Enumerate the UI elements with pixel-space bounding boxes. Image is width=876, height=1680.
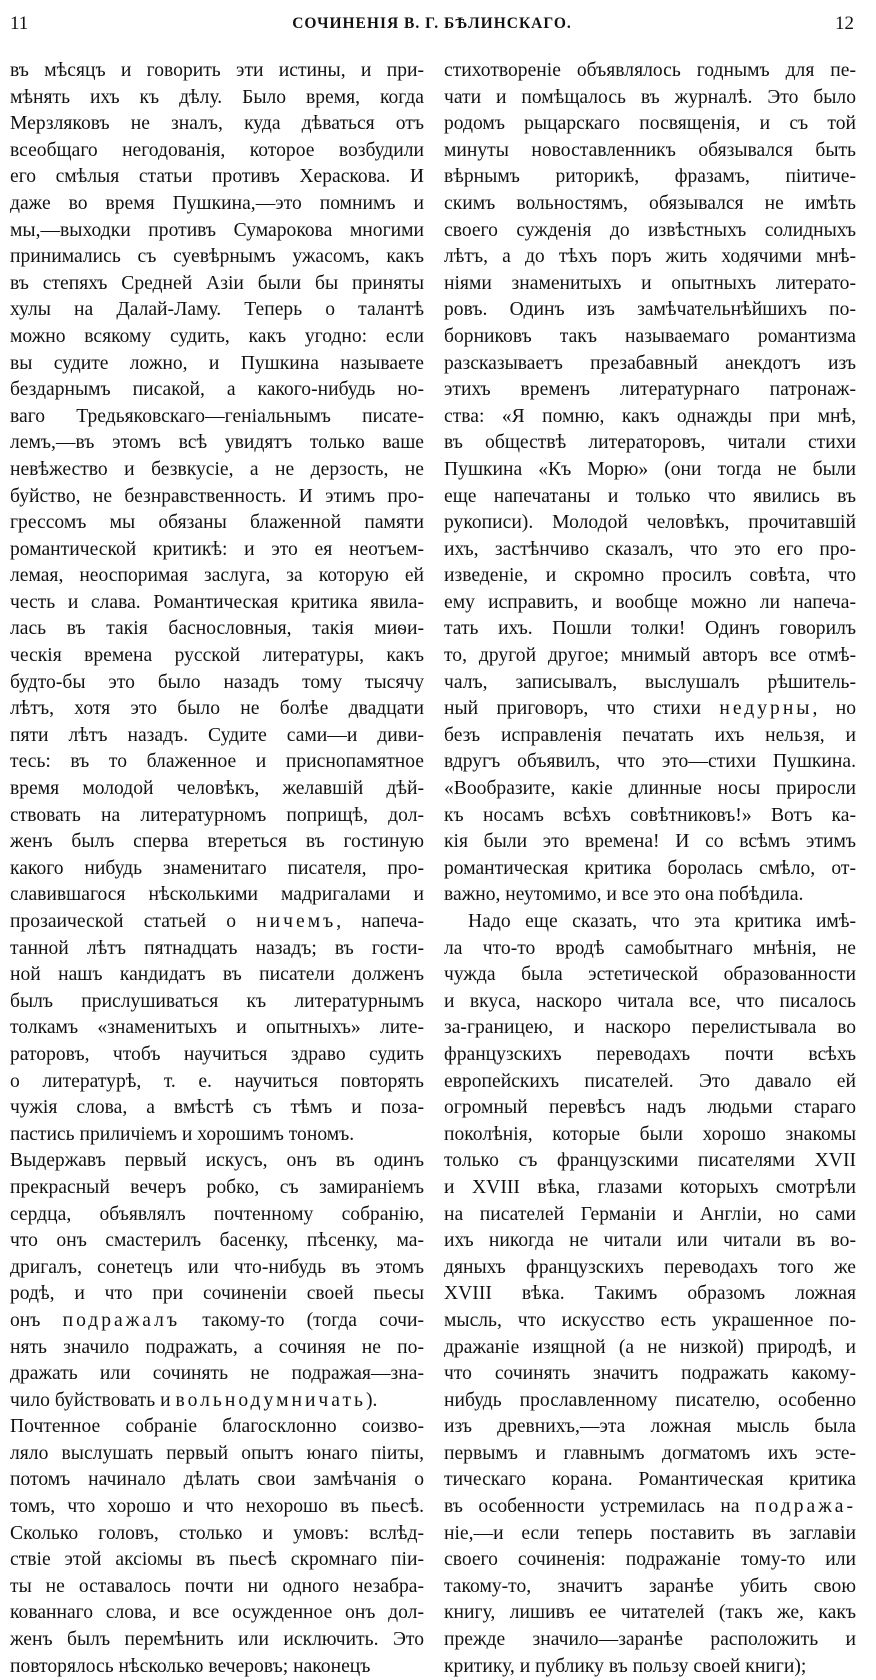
text-line [444, 324, 856, 351]
text-line [10, 1521, 424, 1548]
text-line-content: честь и слава. Романтическая критика явила- [10, 591, 424, 613]
text-line [444, 1414, 856, 1441]
text-line-content: хулы на Далай-Ламу. Теперь о талантѣ [10, 299, 424, 321]
text-line-content: ствовать на литературномъ поприщѣ, дол- [10, 804, 424, 826]
text-line-content: ніями знаменитыхъ и опытныхъ литерато- [444, 272, 856, 294]
text-line-content: родомъ рыцарскаго посвященія, и съ той [444, 113, 856, 135]
text-line [10, 749, 424, 776]
text-line-content: своего сочиненія: подражаніе тому-то или [444, 1549, 856, 1571]
text-line [444, 218, 856, 245]
text-line-content: Сколько головъ, столько и умовъ: вслѣд- [10, 1522, 424, 1544]
text-line [444, 1122, 856, 1149]
text-line-content: дригалъ, сонетецъ или что-нибудь въ этомъ [10, 1256, 424, 1278]
text-line [10, 1042, 424, 1069]
text-line [444, 1335, 856, 1362]
text-line [10, 1467, 424, 1494]
text-line [444, 590, 856, 617]
text-line-content: въ обществѣ литераторовъ, читали стихи [444, 432, 856, 454]
text-line [444, 404, 856, 431]
page-number-right: 12 [835, 13, 854, 34]
text-line [10, 909, 424, 936]
text-line-content: нибудь прославленному писателю, особенно [444, 1389, 856, 1411]
text-line [444, 297, 856, 324]
text-line [10, 989, 424, 1016]
text-line-content: лѣтъ, а до тѣхъ поръ жить ходячими мнѣ- [444, 246, 856, 268]
text-line [444, 1069, 856, 1096]
text-line [10, 670, 424, 697]
text-line [444, 803, 856, 830]
text-line-content: за-границею, и наскоро перелистывала во [444, 1017, 856, 1039]
text-line-tail: , напеча- [336, 911, 424, 932]
text-line-content: буйство, не безнравственность. И этимъ про- [10, 485, 424, 507]
text-line [444, 1627, 856, 1654]
text-line [10, 962, 424, 989]
text-line-content: пастись приличіемъ и хорошимъ тономъ. [10, 1123, 355, 1145]
running-title: СОЧИНЕНІЯ В. Г. БѢЛИНСКАГО. [292, 15, 572, 32]
spaced-emphasis: подражалъ [62, 1309, 181, 1331]
text-line-content: ніе,—и если теперь поставить въ заглавіи [444, 1522, 856, 1544]
text-line-content: Надо еще сказать, что эта критика имѣ- [468, 911, 856, 932]
text-line [444, 164, 856, 191]
text-line-content: лемъ,—въ этомъ всѣ увидятъ только ваше [10, 432, 424, 454]
text-line [10, 484, 424, 511]
text-line-content: бездарнымъ писакой, а какого-нибудь но- [10, 379, 424, 401]
text-line-content: романтической критикѣ: и это ея неотъем- [10, 538, 424, 560]
text-line-content: танной лѣтъ пятнадцать назадъ; въ гости- [10, 937, 424, 959]
text-line-content: въ степяхъ Средней Азіи были бы приняты [10, 272, 424, 294]
text-line-content: принимались съ суевѣрнымъ ужасомъ, какъ [10, 246, 424, 268]
text-line [444, 723, 856, 750]
text-line-content: о литературѣ, т. е. научиться повторять [10, 1070, 424, 1092]
text-line [10, 563, 424, 590]
text-line [10, 696, 424, 723]
text-line [444, 856, 856, 883]
text-line [444, 1042, 856, 1069]
text-line-content: въ мѣсяцъ и говорить эти истины, и при- [10, 60, 424, 81]
text-line [10, 404, 424, 431]
text-line [10, 377, 424, 404]
text-line [10, 1069, 424, 1096]
text-line [444, 776, 856, 803]
text-line-content: борниковъ такъ называемаго романтизма [444, 325, 856, 347]
text-line [444, 696, 856, 723]
text-line [444, 1281, 856, 1308]
text-line [444, 244, 856, 271]
text-line-content: мѣнять ихъ къ дѣлу. Было время, когда [10, 86, 424, 108]
text-line-content: ствіе этой аксіомы въ пьесѣ скромнаго піи- [10, 1549, 424, 1571]
text-line-tail: , но [812, 698, 856, 720]
text-line-content: даже во время Пушкина,—это помнимъ и [10, 192, 424, 214]
text-column-right [444, 58, 856, 1680]
text-line [10, 1414, 424, 1441]
text-line-content: ный приговоръ, что стихи [444, 698, 720, 720]
text-line-content: кованнаго слова, и все осужденное онъ дол- [10, 1602, 424, 1624]
text-line-content: толкамъ «знаменитыхъ и опытныхъ» лите- [10, 1017, 424, 1039]
text-line [444, 670, 856, 697]
text-line [10, 430, 424, 457]
text-line-content: французскихъ переводахъ почти всѣхъ [444, 1043, 856, 1065]
text-line [444, 909, 856, 936]
text-line [10, 1095, 424, 1122]
text-line-content: на писателей Германіи и Англіи, но сами [444, 1203, 856, 1225]
text-line-content: къ носамъ всѣхъ совѣтниковъ!» Вотъ ка- [444, 804, 856, 826]
text-line-content: чужда была эстетической образованности [444, 964, 856, 986]
text-line-content: этихъ временъ литературнаго патронаж- [444, 379, 856, 401]
text-line [10, 457, 424, 484]
text-line-content: Почтенное собраніе благосклонно соизво- [10, 1416, 424, 1438]
text-line [10, 723, 424, 750]
text-line [10, 1255, 424, 1282]
text-line-content: сердца, объявлялъ почтенному собранію, [10, 1203, 424, 1225]
text-line-content: огромный перевѣсъ надъ людьми стараго [444, 1097, 856, 1119]
text-line-content: и вкуса, наскоро читала все, что писалось [444, 990, 856, 1012]
text-line [10, 1281, 424, 1308]
text-line [444, 829, 856, 856]
text-line [10, 1547, 424, 1574]
text-line [10, 218, 424, 245]
text-line-content: своего сужденія до извѣстныхъ солидныхъ [444, 219, 856, 241]
text-line-content: только съ французскими писателями XVII [444, 1150, 856, 1172]
text-line-content: потомъ начинало дѣлать свои замѣчанія о [10, 1469, 424, 1491]
text-line-content: и XVIII вѣка, глазами которыхъ смотрѣли [444, 1176, 856, 1198]
text-line-content: лемая, неоспоримая заслуга, за которую ей [10, 565, 424, 587]
text-line-content: лась въ такія баснословныя, такія миѳи- [10, 618, 424, 640]
text-line-content: женъ былъ сперва втереться въ гостиную [10, 831, 424, 853]
text-line [10, 1308, 424, 1335]
text-line [10, 537, 424, 564]
text-line [444, 457, 856, 484]
text-line [10, 1388, 424, 1415]
text-line-content: грессомъ мы обязаны блаженной памяти [10, 512, 424, 534]
text-line [10, 1441, 424, 1468]
text-line [444, 1600, 856, 1627]
text-line [444, 616, 856, 643]
text-line-tail: такому-то (тогда сочи- [180, 1309, 424, 1331]
text-line [10, 191, 424, 218]
text-line-content: время молодой человѣкъ, желавшій дѣй- [10, 778, 424, 800]
text-line-content: изъ древнихъ,—эта ложная мысль была [444, 1416, 856, 1438]
text-line [444, 936, 856, 963]
text-line-content: что сочинять значитъ подражать какому- [444, 1363, 856, 1385]
spaced-emphasis: вольнодумничать [175, 1389, 366, 1411]
text-line [444, 1388, 856, 1415]
text-line [444, 989, 856, 1016]
text-line-content: минуты новоставленникъ обязывался быть [444, 139, 856, 161]
text-line-content: въ особенности устремилась на [444, 1496, 756, 1518]
text-line-content: вы судите ложно, и Пушкина называете [10, 352, 424, 374]
text-line-content: всеобщаго негодованія, которое возбудили [10, 139, 424, 161]
text-line-content: изведеніе, и скромно просилъ совѣта, что [444, 565, 856, 587]
text-line [10, 1015, 424, 1042]
text-line [444, 271, 856, 298]
text-line-content: можно всякому судить, какъ угодно: если [10, 325, 424, 347]
text-line-content: скимъ вольностямъ, обязывался не имѣть [444, 192, 856, 214]
text-line [444, 1521, 856, 1548]
text-line [444, 1574, 856, 1601]
text-line [444, 563, 856, 590]
text-line [444, 1361, 856, 1388]
page-number-left: 11 [10, 13, 29, 34]
text-line [444, 1095, 856, 1122]
text-line-content: ной нашъ кандидатъ въ писатели долженъ [10, 964, 424, 986]
text-line-content: прекрасный вечеръ робко, съ замираніемъ [10, 1176, 424, 1198]
text-line-content: ихъ никогда не читали или читали въ во- [444, 1230, 856, 1252]
text-line [10, 1574, 424, 1601]
spaced-emphasis: подража- [755, 1496, 856, 1518]
text-line [10, 1202, 424, 1229]
text-line-content: невѣжество и безвкусіе, а не дерзость, не [10, 458, 424, 480]
text-line [10, 244, 424, 271]
text-line-content: рукописи). Молодой человѣкъ, прочитавшій [444, 512, 856, 534]
text-line-content: такому-то, значитъ заранѣе убить свою [444, 1575, 856, 1597]
text-line [444, 1308, 856, 1335]
text-line [444, 510, 856, 537]
text-line-content: родѣ, и что при сочиненіи своей пьесы [10, 1283, 424, 1305]
spaced-emphasis: недурны [719, 698, 813, 720]
text-line [444, 749, 856, 776]
text-line-content: чило буйствовать и [10, 1389, 176, 1411]
text-line-content: онъ [10, 1309, 63, 1331]
text-line [10, 85, 424, 112]
spaced-emphasis: ничемъ [256, 911, 337, 932]
text-line-content: критику, и публику въ пользу своей книги); [444, 1655, 807, 1677]
text-line [444, 882, 856, 909]
text-line [444, 1654, 856, 1680]
text-line [10, 324, 424, 351]
text-line-content: вдругъ объявилъ, что это—стихи Пушкина. [444, 751, 856, 773]
text-line-content: прозаической статьей о [10, 911, 257, 932]
text-line-content: мы,—выходки противъ Сумарокова многими [10, 219, 424, 241]
text-line [10, 1654, 424, 1680]
text-line-content: стихотвореніе объявлялось годнымъ для пе- [444, 60, 856, 81]
text-line [10, 616, 424, 643]
text-line [10, 1494, 424, 1521]
text-line-content: «Вообразите, какіе длинные носы приросли [444, 778, 856, 800]
text-line-content: книгу, лишивъ ее читателей (такъ же, какъ [444, 1602, 856, 1624]
text-line [444, 138, 856, 165]
text-line-content: славившагося нѣсколькими мадригалами и [10, 884, 424, 906]
text-line-content: ла что-то вродѣ самобытнаго мнѣнія, не [444, 937, 856, 959]
text-line-content: какого нибудь знаменитаго писателя, про- [10, 857, 424, 879]
text-line [10, 856, 424, 883]
text-line [10, 936, 424, 963]
text-line [10, 882, 424, 909]
text-line [10, 643, 424, 670]
text-line [10, 1148, 424, 1175]
text-line-content: первымъ и главнымъ догматомъ ихъ эсте- [444, 1442, 856, 1464]
text-line [444, 1175, 856, 1202]
text-line [10, 297, 424, 324]
text-line-tail: ). [365, 1389, 378, 1411]
text-line [444, 1015, 856, 1042]
text-line-content: тесь: въ то блаженное и приснопамятное [10, 751, 424, 773]
text-column-left [10, 58, 424, 1680]
text-line [444, 962, 856, 989]
text-line [444, 111, 856, 138]
text-line [10, 1361, 424, 1388]
text-line [10, 803, 424, 830]
text-line-content: пяти лѣтъ назадъ. Судите сами—и диви- [10, 724, 424, 746]
text-line [444, 1202, 856, 1229]
text-line [444, 85, 856, 112]
text-line-content: то, другой другое; мнимый авторъ все отмѣ- [444, 645, 856, 667]
text-line-content: Выдержавъ первый искусъ, онъ въ одинъ [10, 1150, 424, 1172]
text-line-content: тическаго корана. Романтическая критика [444, 1469, 856, 1491]
text-line-content: Мерзляковъ не зналъ, куда дѣваться отъ [10, 113, 424, 135]
text-line [10, 829, 424, 856]
text-line-content: поколѣнія, которые были хорошо знакомы [444, 1123, 856, 1145]
text-line-content: еще напечатаны и только что явились въ [444, 485, 856, 507]
text-line-content: ства: «Я помню, какъ однажды при мнѣ, [444, 405, 856, 427]
text-line-content: его смѣлыя статьи противъ Хераскова. И [10, 166, 424, 188]
text-line-content: европейскихъ писателей. Это давало ей [444, 1070, 856, 1092]
text-line [10, 590, 424, 617]
page-header [10, 8, 854, 40]
text-line-content: будто-бы это было назадъ тому тысячу [10, 671, 424, 693]
text-line [10, 1627, 424, 1654]
text-line-content: безъ исправленія печатать ихъ нельзя, и [444, 724, 856, 746]
text-line-content: лѣтъ, хотя это было не болѣе двадцати [10, 698, 424, 720]
text-line [444, 430, 856, 457]
text-line-content: романтическая критика боролась смѣло, от- [444, 857, 856, 879]
text-line [10, 164, 424, 191]
text-line [10, 111, 424, 138]
text-line-content: дражаніе изящной (а не низкой) природѣ, и [444, 1336, 856, 1358]
text-line [10, 776, 424, 803]
text-line-content: дражать или сочинять не подражая—зна- [10, 1363, 424, 1385]
text-line-content: ческія времена русской литературы, какъ [10, 645, 424, 667]
text-line [444, 643, 856, 670]
text-line [10, 271, 424, 298]
text-line-content: разсказываетъ презабавный анекдотъ изъ [444, 352, 856, 374]
text-line [10, 1228, 424, 1255]
text-line-content: женъ былъ перемѣнить или исключить. Это [10, 1629, 424, 1651]
text-line [10, 1175, 424, 1202]
text-line-content: важно, неутомимо, и все это она побѣдила. [444, 884, 804, 906]
text-line [444, 351, 856, 378]
text-line [10, 351, 424, 378]
text-line [10, 58, 424, 85]
text-line [444, 1148, 856, 1175]
text-line-content: мысль, что искусство есть украшенное по- [444, 1309, 856, 1331]
text-line [444, 1255, 856, 1282]
text-line [444, 377, 856, 404]
text-line-content: прежде значило—заранѣе расположить и [444, 1629, 856, 1651]
text-line-content: нять значило подражать, а сочиняя не по- [10, 1336, 424, 1358]
text-line [444, 1494, 856, 1521]
text-line [444, 1467, 856, 1494]
text-line-content: дяныхъ французскихъ переводахъ того же [444, 1256, 856, 1278]
text-line [444, 537, 856, 564]
text-line-content: ты не оставалось почти ни одного незабра- [10, 1575, 424, 1597]
text-line [444, 191, 856, 218]
text-line-content: ихъ, застѣнчиво сказалъ, что это его про- [444, 538, 856, 560]
text-line-content: повторялось нѣсколько вечеровъ; наконецъ [10, 1655, 371, 1677]
text-line-content: раторовъ, чтобъ научиться здраво судить [10, 1043, 424, 1065]
text-line-content: тать ихъ. Пошли толки! Одинъ говорилъ [444, 618, 856, 640]
text-line [444, 1547, 856, 1574]
text-line-content: Пушкина «Къ Морю» (они тогда не были [444, 458, 856, 480]
text-line [10, 1600, 424, 1627]
text-line [444, 58, 856, 85]
text-line-content: ровъ. Одинъ изъ замѣчательнѣйшихъ по- [444, 299, 856, 321]
text-line [10, 1335, 424, 1362]
text-line [444, 1441, 856, 1468]
text-line-content: былъ прислушиваться къ литературнымъ [10, 990, 424, 1012]
text-line [10, 510, 424, 537]
text-line [444, 1228, 856, 1255]
text-line-content: что онъ смастерилъ басенку, пѣсенку, ма- [10, 1230, 424, 1252]
text-line-content: чати и помѣщалось въ журналѣ. Это было [444, 86, 856, 108]
text-line-content: ваго Тредьяковскаго—геніальнымъ писате- [10, 405, 424, 427]
text-line-content: томъ, что хорошо и что нехорошо въ пьесѣ. [10, 1496, 424, 1518]
text-line-content: XVIII вѣка. Такимъ образомъ ложная [444, 1283, 856, 1305]
text-line-content: чужія слова, а вмѣстѣ съ тѣмъ и поза- [10, 1097, 424, 1119]
text-line [444, 484, 856, 511]
text-line-content: кія были это времена! И со всѣмъ этимъ [444, 831, 856, 853]
text-line-content: вѣрнымъ риторикѣ, фразамъ, піитиче- [444, 166, 856, 188]
text-line-content: ему исправить, и вообще можно ли напеча- [444, 591, 856, 613]
text-line [10, 138, 424, 165]
text-line [10, 1122, 424, 1149]
text-line-content: ляло выслушать первый опытъ юнаго піиты, [10, 1442, 424, 1464]
text-line-content: чалъ, записывалъ, выслушалъ рѣшитель- [444, 671, 856, 693]
